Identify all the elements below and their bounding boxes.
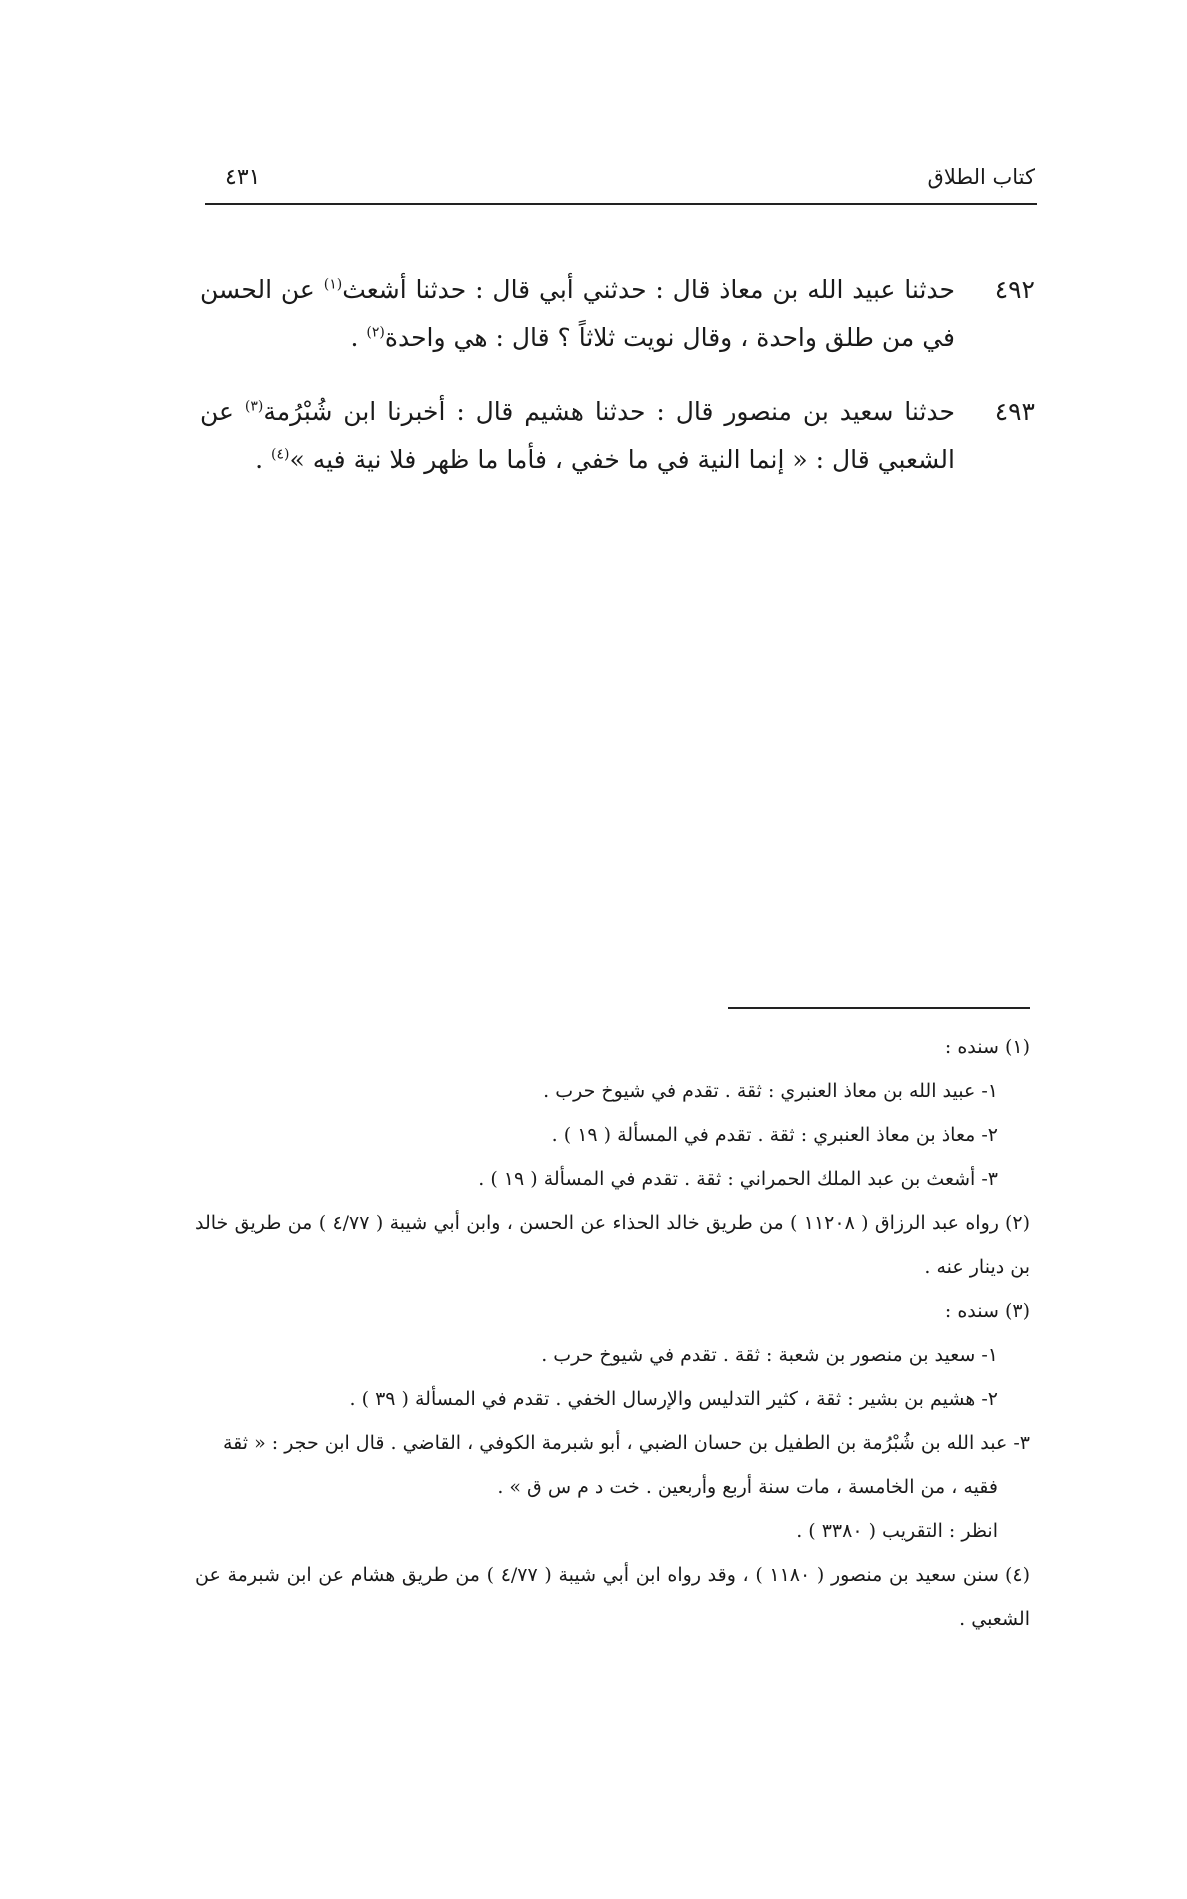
footnote-mark: (٣) <box>1004 1300 1030 1322</box>
hadith-text-part: عن الشعبي قال : « إنما النية في ما خفي ، فأما ما ظهر فلا نية فيه » <box>200 397 955 474</box>
footnote-title: سنده : <box>944 1036 999 1058</box>
hadith-text-part: حدثنا عبيد الله بن معاذ قال : حدثني أبي قال : حدثنا أشعث <box>342 275 955 304</box>
footnote-ref: (٤) <box>271 446 290 463</box>
footnote-item: ٣- أشعث بن عبد الملك الحمراني : ثقة . تقدم في المسألة ( ١٩ ) . <box>478 1168 998 1190</box>
hadith-number: ٤٩٣ <box>994 397 1035 426</box>
hadith-493 <box>200 388 1035 484</box>
footnote-2 <box>195 1201 1030 1289</box>
footnote-ref: (٢) <box>366 324 385 341</box>
hadith-text-part: عن الحسن في من طلق واحدة ، وقال نويت ثلاثاً ؟ قال : هي واحدة <box>200 275 955 352</box>
hadith-number: ٤٩٢ <box>994 275 1035 304</box>
footnote-text: رواه عبد الرزاق ( ١١٢٠٨ ) من طريق خالد الحذاء عن الحسن ، وابن أبي شيبة ( ٤/٧٧ ) من طريق خالد بن دينار عنه . <box>195 1212 1030 1278</box>
running-header <box>205 163 1037 205</box>
footnote-mark: (٢) <box>1004 1212 1030 1234</box>
footnote-1 <box>195 1025 1030 1069</box>
footnote-item: ١- عبيد الله بن معاذ العنبري : ثقة . تقدم في شيوخ حرب . <box>543 1080 998 1102</box>
footnote-item: ٢- معاذ بن معاذ العنبري : ثقة . تقدم في المسألة ( ١٩ ) . <box>551 1124 998 1146</box>
footnote-4 <box>195 1553 1030 1641</box>
footnote-item: ٣- عبد الله بن شُبْرُمة بن الطفيل بن حسان الضبي ، أبو شبرمة الكوفي ، القاضي . قال ابن حجر : « ثقة <box>222 1432 1030 1454</box>
page-number: ٤٣١ <box>225 165 261 190</box>
footnote-mark: (٤) <box>1004 1564 1031 1586</box>
hadith-text <box>200 266 955 362</box>
hadith-text <box>200 388 955 484</box>
footnote-item-continuation: فقيه ، من الخامسة ، مات سنة أربع وأربعين . خت د م س ق » . <box>497 1476 998 1498</box>
hadith-492 <box>200 266 1035 362</box>
footnote-ref: (١) <box>323 276 343 293</box>
footnote-mark: (١) <box>1004 1036 1030 1058</box>
footnote-item: ١- سعيد بن منصور بن شعبة : ثقة . تقدم في شيوخ حرب . <box>541 1344 998 1366</box>
book-title: كتاب الطلاق <box>927 165 1035 189</box>
footnote-separator <box>728 1007 1030 1009</box>
footnotes <box>195 1025 1030 1641</box>
footnote-3 <box>195 1289 1030 1333</box>
footnote-text: سنن سعيد بن منصور ( ١١٨٠ ) ، وقد رواه ابن أبي شيبة ( ٤/٧٧ ) من طريق هشام عن ابن شبرمة عن الشعبي . <box>195 1564 1030 1630</box>
footnote-ref: (٣) <box>244 398 264 415</box>
hadith-text-part: . <box>350 323 367 352</box>
hadith-text-part: . <box>255 445 272 474</box>
footnote-item: ٢- هشيم بن بشير : ثقة ، كثير التدليس والإرسال الخفي . تقدم في المسألة ( ٣٩ ) . <box>349 1388 998 1410</box>
footnote-reference: انظر : التقريب ( ٣٣٨٠ ) . <box>796 1520 998 1542</box>
footnote-title: سنده : <box>944 1300 999 1322</box>
hadith-text-part: حدثنا سعيد بن منصور قال : حدثنا هشيم قال : أخبرنا ابن شُبْرُمة <box>263 397 955 426</box>
